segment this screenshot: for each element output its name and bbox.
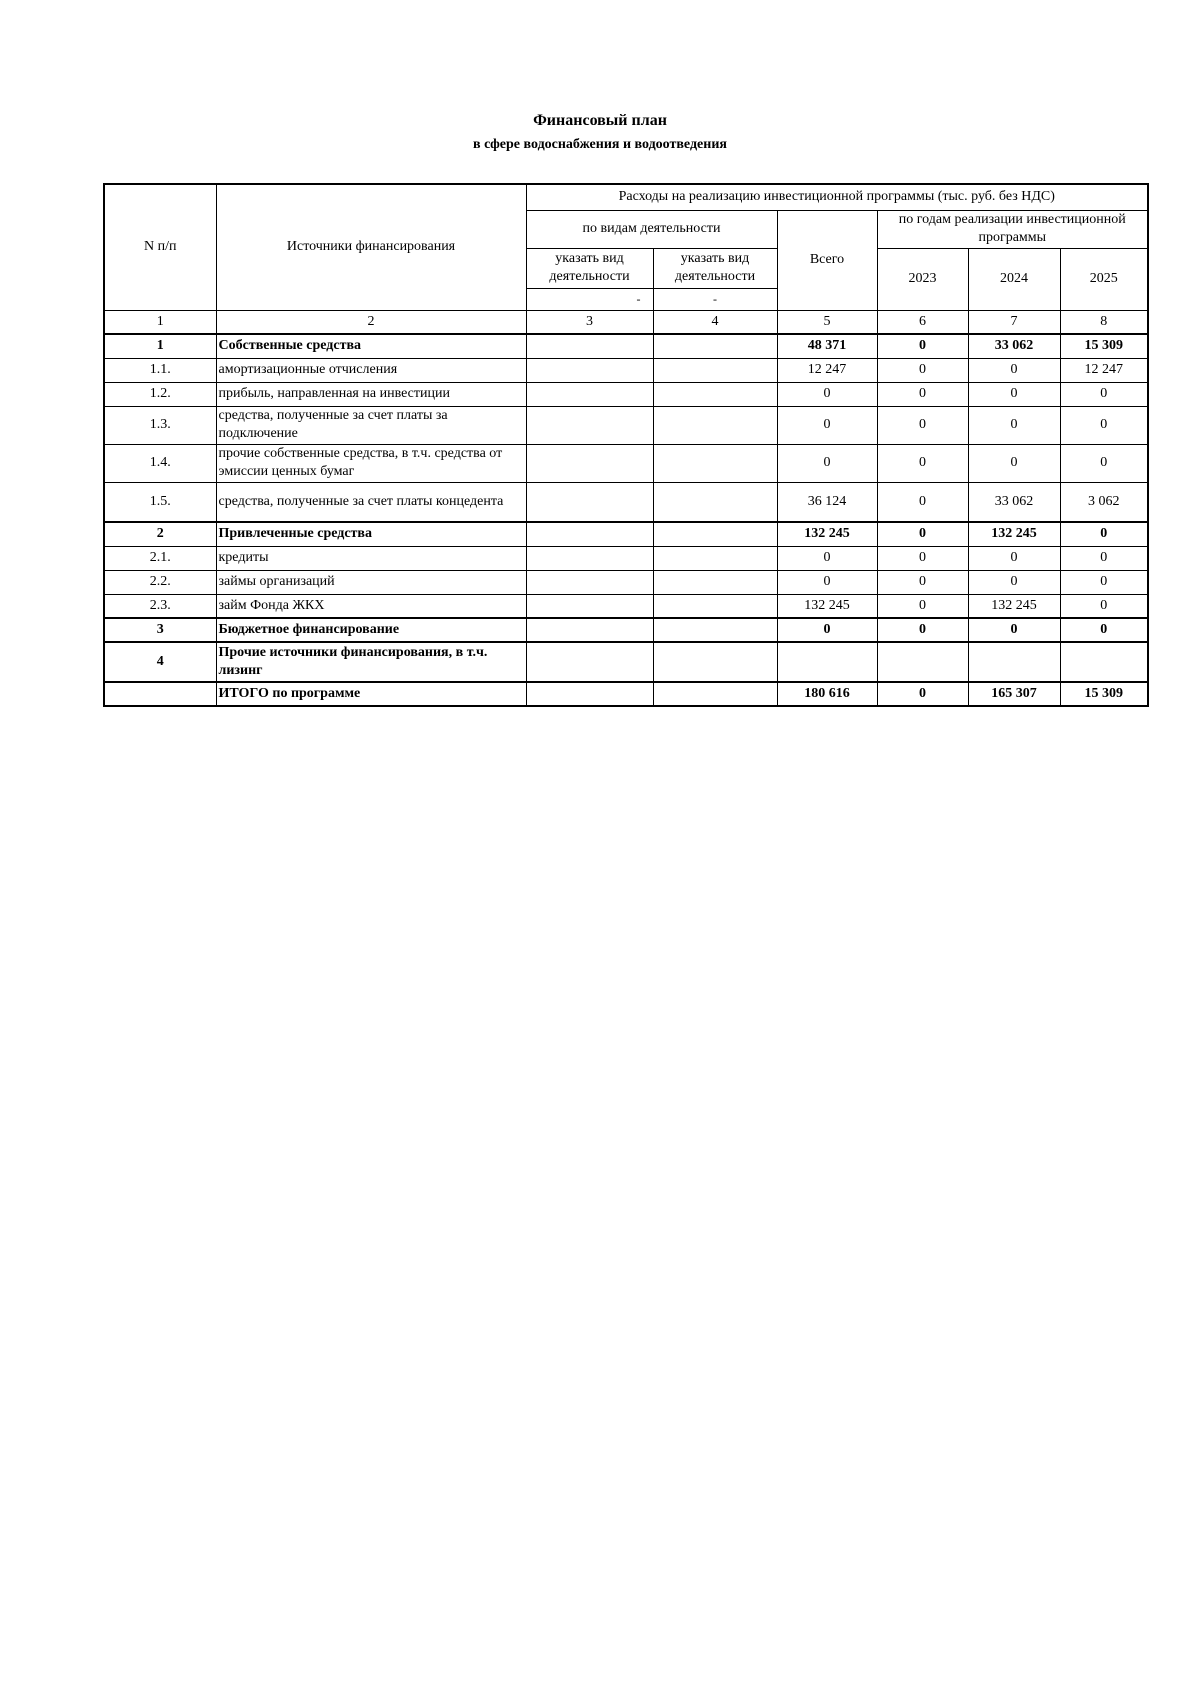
row-source-name: средства, полученные за счет платы за подключение [216, 406, 526, 444]
row-2025: 15 309 [1060, 682, 1148, 706]
row-2025: 0 [1060, 570, 1148, 594]
row-source-name: Собственные средства [216, 334, 526, 358]
row-source-name: средства, полученные за счет платы концедента [216, 482, 526, 522]
document-title: Финансовый план [533, 112, 667, 129]
row-activity-1 [526, 594, 653, 618]
col-number: 2 [216, 310, 526, 334]
row-2025: 15 309 [1060, 334, 1148, 358]
header-activity-2: указать вид деятельности [653, 248, 777, 288]
row-activity-2 [653, 682, 777, 706]
table-row [104, 334, 1148, 358]
header-activity-2-value: - [653, 288, 777, 310]
row-2025: 0 [1060, 546, 1148, 570]
row-2025: 0 [1060, 618, 1148, 642]
document-subtitle: в сфере водоснабжения и водоотведения [473, 137, 727, 152]
row-total: 0 [777, 618, 877, 642]
col-number: 8 [1060, 310, 1148, 334]
table-row [104, 594, 1148, 618]
col-number: 1 [104, 310, 216, 334]
row-num: 4 [104, 642, 216, 682]
row-num: 1.2. [104, 382, 216, 406]
row-num: 2.1. [104, 546, 216, 570]
header-year-2024: 2024 [968, 248, 1060, 310]
row-total: 132 245 [777, 522, 877, 546]
row-source-name: прочие собственные средства, в т.ч. средства от эмиссии ценных бумаг [216, 444, 526, 482]
table-row [104, 382, 1148, 406]
row-total: 132 245 [777, 594, 877, 618]
row-2023: 0 [877, 682, 968, 706]
row-source-name: Привлеченные средства [216, 522, 526, 546]
row-num [104, 682, 216, 706]
row-2024: 165 307 [968, 682, 1060, 706]
row-2025: 0 [1060, 382, 1148, 406]
row-num: 1.5. [104, 482, 216, 522]
table-row [104, 482, 1148, 522]
row-activity-1 [526, 546, 653, 570]
row-source-name: займы организаций [216, 570, 526, 594]
row-2023: 0 [877, 594, 968, 618]
row-num: 3 [104, 618, 216, 642]
row-2024: 0 [968, 406, 1060, 444]
row-2025: 3 062 [1060, 482, 1148, 522]
row-activity-2 [653, 642, 777, 682]
column-numbers-row [104, 310, 1148, 334]
row-2023: 0 [877, 444, 968, 482]
row-activity-2 [653, 444, 777, 482]
col-number: 6 [877, 310, 968, 334]
financial-plan-table [103, 183, 1149, 707]
row-2024: 0 [968, 382, 1060, 406]
header-activity-1-value: - [526, 288, 653, 310]
row-2023: 0 [877, 482, 968, 522]
row-num: 2.3. [104, 594, 216, 618]
table-row [104, 642, 1148, 682]
row-activity-1 [526, 522, 653, 546]
header-activity-1: указать вид деятельности [526, 248, 653, 288]
row-2024: 132 245 [968, 522, 1060, 546]
col-number: 5 [777, 310, 877, 334]
row-num: 1.1. [104, 358, 216, 382]
header-by-activity: по видам деятельности [526, 210, 777, 248]
row-2025: 0 [1060, 522, 1148, 546]
row-source-name: амортизационные отчисления [216, 358, 526, 382]
row-2023: 0 [877, 382, 968, 406]
row-2024: 0 [968, 358, 1060, 382]
table-row [104, 618, 1148, 642]
row-2023: 0 [877, 618, 968, 642]
row-2024: 0 [968, 444, 1060, 482]
row-total: 180 616 [777, 682, 877, 706]
row-source-name: займ Фонда ЖКХ [216, 594, 526, 618]
header-year-2025: 2025 [1060, 248, 1148, 310]
row-2025: 12 247 [1060, 358, 1148, 382]
table-row [104, 444, 1148, 482]
row-2024: 33 062 [968, 482, 1060, 522]
row-total: 36 124 [777, 482, 877, 522]
table-row [104, 682, 1148, 706]
row-activity-2 [653, 358, 777, 382]
row-activity-1 [526, 482, 653, 522]
row-2025: 0 [1060, 406, 1148, 444]
table-row [104, 358, 1148, 382]
row-activity-2 [653, 618, 777, 642]
header-total: Всего [777, 210, 877, 310]
row-2024: 33 062 [968, 334, 1060, 358]
table-row [104, 546, 1148, 570]
row-num: 2 [104, 522, 216, 546]
row-total: 48 371 [777, 334, 877, 358]
col-number: 7 [968, 310, 1060, 334]
row-num: 1 [104, 334, 216, 358]
row-activity-2 [653, 334, 777, 358]
table-row [104, 570, 1148, 594]
row-2023 [877, 642, 968, 682]
row-activity-1 [526, 406, 653, 444]
row-2025 [1060, 642, 1148, 682]
row-2023: 0 [877, 406, 968, 444]
row-total: 0 [777, 546, 877, 570]
row-2023: 0 [877, 546, 968, 570]
row-total: 0 [777, 382, 877, 406]
header-sources: Источники финансирования [216, 184, 526, 310]
row-num: 2.2. [104, 570, 216, 594]
row-2024: 0 [968, 618, 1060, 642]
row-activity-2 [653, 570, 777, 594]
row-2023: 0 [877, 522, 968, 546]
row-total: 0 [777, 406, 877, 444]
row-num: 1.4. [104, 444, 216, 482]
row-2023: 0 [877, 570, 968, 594]
row-activity-1 [526, 334, 653, 358]
row-activity-1 [526, 570, 653, 594]
row-2025: 0 [1060, 444, 1148, 482]
row-2024: 132 245 [968, 594, 1060, 618]
row-source-name: прибыль, направленная на инвестиции [216, 382, 526, 406]
header-expenses: Расходы на реализацию инвестиционной программы (тыс. руб. без НДС) [526, 184, 1148, 210]
row-2023: 0 [877, 358, 968, 382]
row-2023: 0 [877, 334, 968, 358]
table-row [104, 522, 1148, 546]
row-activity-2 [653, 406, 777, 444]
row-source-name: ИТОГО по программе [216, 682, 526, 706]
row-total [777, 642, 877, 682]
row-source-name: Прочие источники финансирования, в т.ч. лизинг [216, 642, 526, 682]
row-activity-2 [653, 546, 777, 570]
row-activity-2 [653, 594, 777, 618]
row-source-name: кредиты [216, 546, 526, 570]
header-year-2023: 2023 [877, 248, 968, 310]
row-2024 [968, 642, 1060, 682]
row-activity-2 [653, 482, 777, 522]
col-number: 3 [526, 310, 653, 334]
row-activity-2 [653, 382, 777, 406]
row-activity-1 [526, 382, 653, 406]
row-activity-2 [653, 522, 777, 546]
row-source-name: Бюджетное финансирование [216, 618, 526, 642]
row-num: 1.3. [104, 406, 216, 444]
row-activity-1 [526, 682, 653, 706]
row-activity-1 [526, 618, 653, 642]
header-by-years: по годам реализации инвестиционной программы [877, 210, 1148, 248]
row-activity-1 [526, 444, 653, 482]
row-activity-1 [526, 642, 653, 682]
row-2025: 0 [1060, 594, 1148, 618]
table-row [104, 406, 1148, 444]
row-2024: 0 [968, 546, 1060, 570]
row-total: 0 [777, 444, 877, 482]
header-num: N п/п [104, 184, 216, 310]
row-total: 12 247 [777, 358, 877, 382]
row-2024: 0 [968, 570, 1060, 594]
col-number: 4 [653, 310, 777, 334]
row-activity-1 [526, 358, 653, 382]
row-total: 0 [777, 570, 877, 594]
